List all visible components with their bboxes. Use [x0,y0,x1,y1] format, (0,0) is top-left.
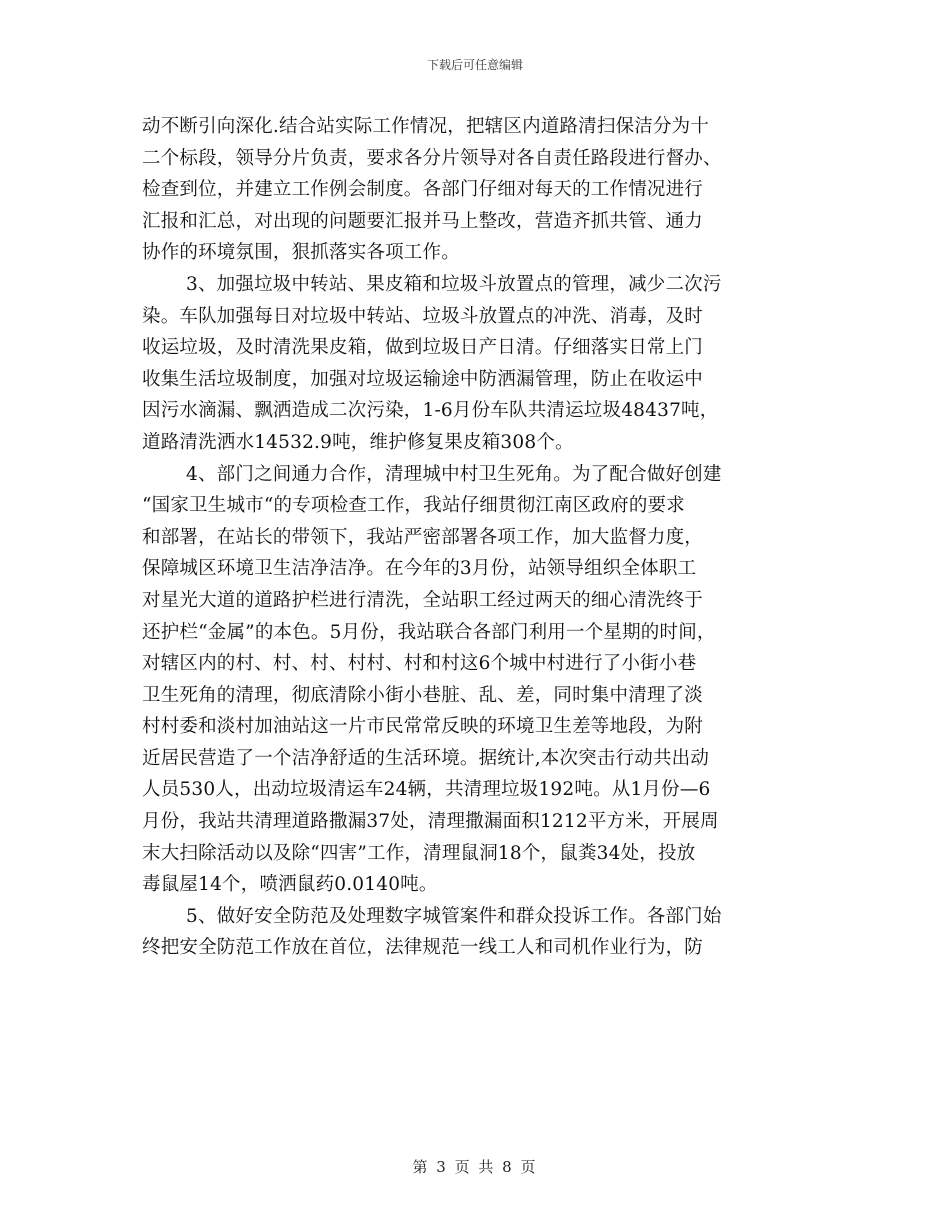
header-note: 下载后可任意编辑 [426,58,523,72]
text-line: 汇报和汇总，对出现的问题要汇报并马上整改，营造齐抓共管、通力 [142,210,704,232]
text-line: 动不断引向深化.结合站实际工作情况，把辖区内道路清扫保洁分为十 [142,116,710,137]
text-line: 收集生活垃圾制度，加强对垃圾运输途中防洒漏管理，防止在收运中 [142,368,704,390]
text-line: 5、做好安全防范及处理数字城管案件和群众投诉工作。各部门始 [186,905,722,927]
text-line: 检查到位，并建立工作例会制度。各部门仔细对每天的工作情况进行 [142,179,704,201]
page-number: 第 3 页 共 8 页 [412,1158,538,1176]
text-line: 人员530人，出动垃圾清运车24辆，共清理垃圾192吨。从1月份—6 [142,779,711,801]
text-line: 终把安全防范工作放在首位，法律规范一线工人和司机作业行为，防 [142,937,704,959]
text-line: 染。车队加强每日对垃圾中转站、垃圾斗放置点的冲洗、消毒，及时 [142,305,704,327]
text-line: 末大扫除活动以及除“四害”工作，清理鼠洞18个，鼠粪34处，投放 [142,842,696,864]
text-line: 村村委和淡村加油站这一片市民常常反映的环境卫生差等地段，为附 [142,716,704,738]
text-line: 二个标段，领导分片负责，要求各分片领导对各自责任路段进行督办、 [142,147,722,169]
text-line: 和部署，在站长的带领下，我站严密部署各项工作，加大监督力度， [142,526,704,548]
text-line: 道路清洗洒水14532.9吨，维护修复果皮箱308个。 [142,431,574,453]
text-line: 对辖区内的村、村、村、村村、村和村这6个城中村进行了小街小巷 [142,653,697,675]
text-line: 因污水滴漏、飘洒造成二次污染，1-6月份车队共清运垃圾48437吨， [142,400,719,422]
text-line: 月份，我站共清理道路撒漏37处，清理撒漏面积1212平方米，开展周 [142,811,719,833]
text-line: 还护栏“金属”的本色。5月份，我站联合各部门利用一个星期的时间， [142,621,716,643]
text-line: 3、加强垃圾中转站、果皮箱和垃圾斗放置点的管理，减少二次污 [186,273,722,295]
text-line: 近居民营造了一个洁净舒适的生活环境。据统计,本次突击行动共出动 [142,747,710,769]
text-line: 收运垃圾，及时清洗果皮箱，做到垃圾日产日清。仔细落实日常上门 [142,337,704,359]
text-line: 保障城区环境卫生洁净洁净。在今年的3月份，站领导组织全体职工 [142,558,697,580]
text-line: “国家卫生城市“的专项检查工作，我站仔细贯彻江南区政府的要求 [142,495,685,517]
text-line: 协作的环境氛围，狠抓落实各项工作。 [142,242,460,264]
text-line: 4、部门之间通力合作，清理城中村卫生死角。为了配合做好创建 [186,463,722,485]
text-line: 对星光大道的道路护栏进行清洗，全站职工经过两天的细心清洗终于 [142,589,704,611]
text-line: 毒鼠屋14个，喷洒鼠药0.0140吨。 [142,874,438,896]
document-body [142,111,812,964]
text-line: 卫生死角的清理，彻底清除小街小巷脏、乱、差，同时集中清理了淡 [142,684,704,706]
